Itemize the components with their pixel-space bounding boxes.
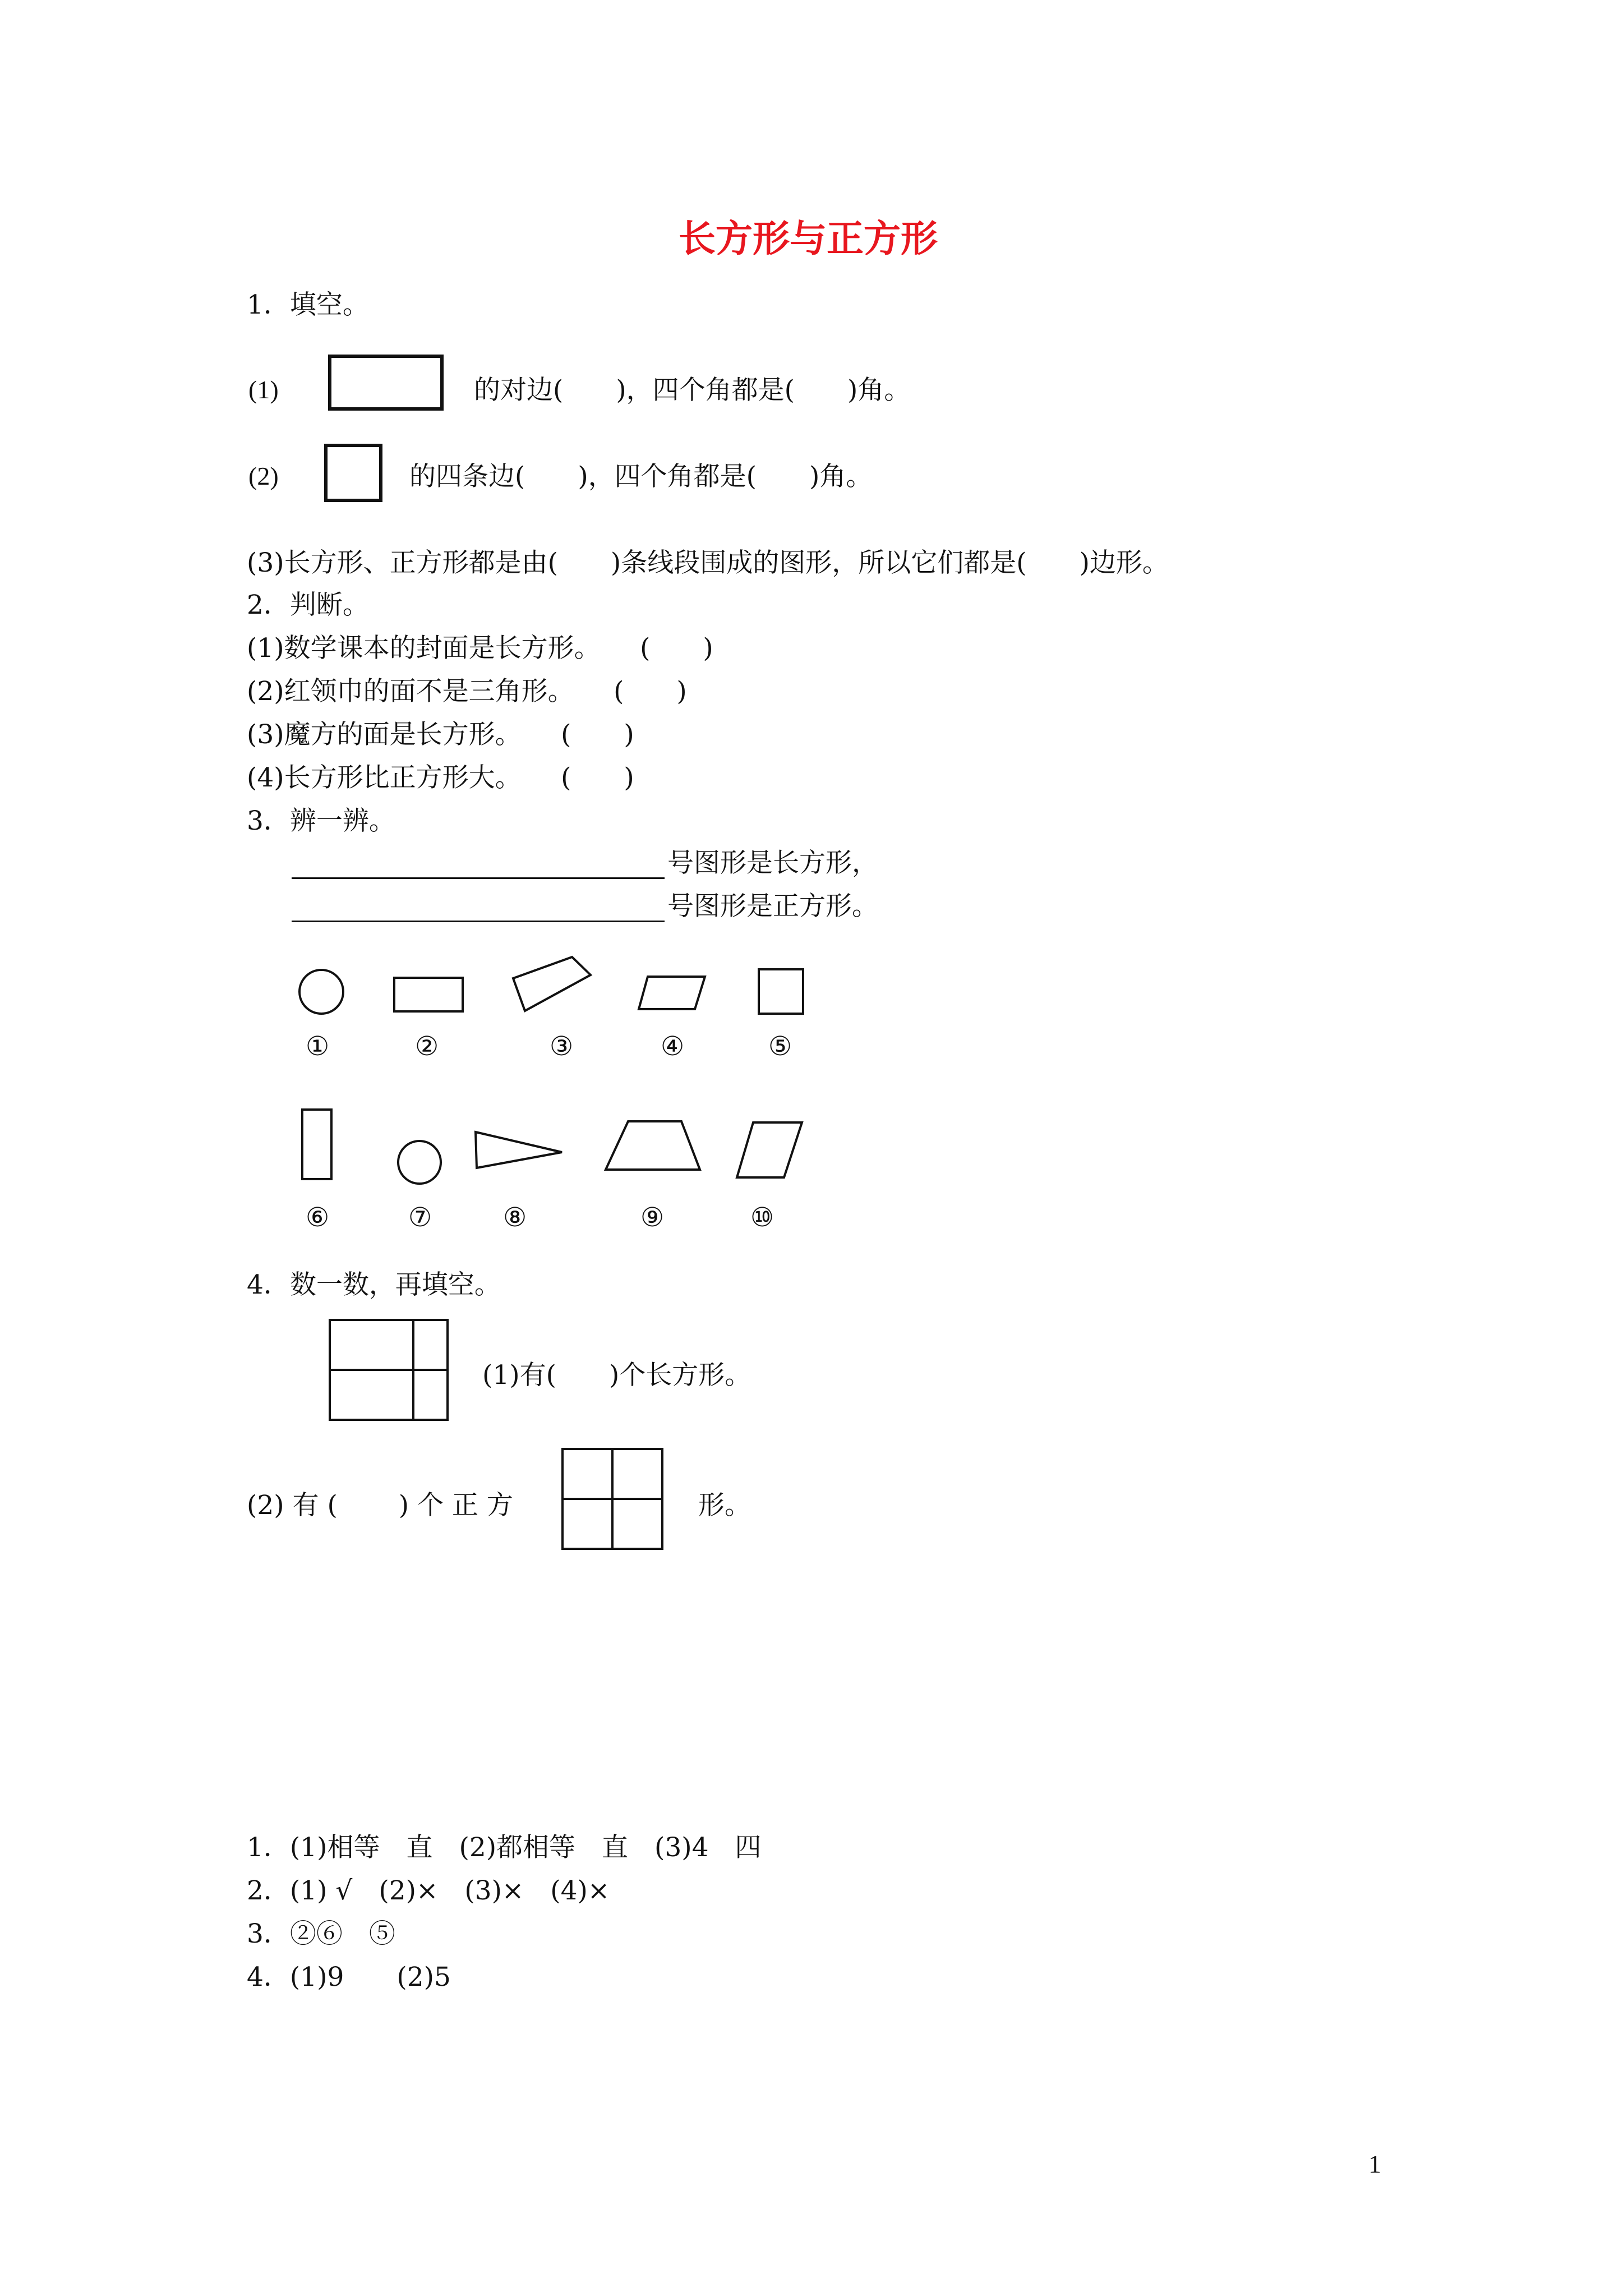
shape-5-square bbox=[757, 968, 805, 1015]
shape-label-7: ⑦ bbox=[408, 1202, 432, 1233]
q4-heading: 4．数一数，再填空。 bbox=[247, 1269, 501, 1300]
shape-7-circle bbox=[396, 1139, 443, 1186]
q4-item1-text: (1)有( )个长方形。 bbox=[482, 1360, 751, 1391]
shape-8-triangle bbox=[471, 1128, 566, 1172]
answer-line-3: 3．②⑥ ⑤ bbox=[247, 1918, 395, 1949]
q3-heading: 3．辨一辨。 bbox=[247, 806, 395, 836]
q4-item2-text: (2) 有 ( ) 个 正 方 bbox=[247, 1490, 513, 1521]
q2-heading: 2．判断。 bbox=[247, 590, 369, 620]
shape-label-10: ⑩ bbox=[750, 1202, 774, 1233]
q1-item1-text: 的对边( )，四个角都是( )角。 bbox=[474, 375, 911, 406]
answer-line-2: 2．(1) √ (2)× (3)× (4)× bbox=[247, 1875, 610, 1906]
page-number: 1 bbox=[1368, 2150, 1381, 2178]
answer-blank-squares bbox=[292, 921, 665, 922]
grid-figure-squares-icon bbox=[561, 1447, 665, 1552]
q1-item3-text: (3)长方形、正方形都是由( )条线段围成的图形，所以它们都是( )边形。 bbox=[247, 547, 1169, 578]
shape-3-quadrilateral bbox=[510, 954, 594, 1015]
shape-4-parallelogram bbox=[637, 973, 707, 1013]
shape-label-8: ⑧ bbox=[503, 1202, 527, 1233]
answer-line-4: 4．(1)9 (2)5 bbox=[247, 1962, 451, 1993]
q1-item2-text: 的四条边( )，四个角都是( )角。 bbox=[409, 461, 873, 492]
shape-label-4: ④ bbox=[661, 1031, 685, 1062]
answer-line-1: 1．(1)相等 直 (2)都相等 直 (3)4 四 bbox=[247, 1832, 762, 1863]
shape-label-2: ② bbox=[415, 1031, 439, 1062]
shape-6-rectangle bbox=[301, 1108, 334, 1181]
q4-item2-suffix: 形。 bbox=[698, 1490, 751, 1521]
grid-figure-rectangles-icon bbox=[328, 1318, 450, 1423]
shape-label-5: ⑤ bbox=[768, 1031, 792, 1062]
answer-blank-rectangles bbox=[292, 877, 665, 879]
shape-9-trapezoid bbox=[603, 1118, 704, 1174]
q2-item-4: (4)长方形比正方形大。 ( ) bbox=[247, 762, 634, 793]
square-figure-icon bbox=[324, 444, 384, 503]
q3-line2: 号图形是正方形。 bbox=[667, 891, 878, 922]
shape-label-9: ⑨ bbox=[640, 1202, 665, 1233]
shape-10-parallelogram bbox=[735, 1119, 805, 1181]
q3-line1: 号图形是长方形， bbox=[667, 848, 878, 878]
q2-item-2: (2)红领巾的面不是三角形。 ( ) bbox=[247, 676, 687, 707]
shape-label-6: ⑥ bbox=[306, 1202, 330, 1233]
shape-1-circle bbox=[297, 968, 345, 1016]
q1-heading: 1．填空。 bbox=[247, 289, 369, 320]
q2-item-1: (1)数学课本的封面是长方形。 ( ) bbox=[247, 633, 713, 664]
q1-item1-label: (1) bbox=[248, 375, 279, 404]
q1-item2-label: (2) bbox=[248, 462, 279, 490]
q2-item-3: (3)魔方的面是长方形。 ( ) bbox=[247, 719, 634, 750]
shape-label-3: ③ bbox=[550, 1031, 574, 1062]
shape-label-1: ① bbox=[306, 1031, 330, 1062]
page-title: 长方形与正方形 bbox=[679, 217, 938, 260]
rectangle-figure-icon bbox=[328, 355, 446, 411]
shape-2-rectangle bbox=[393, 976, 464, 1013]
